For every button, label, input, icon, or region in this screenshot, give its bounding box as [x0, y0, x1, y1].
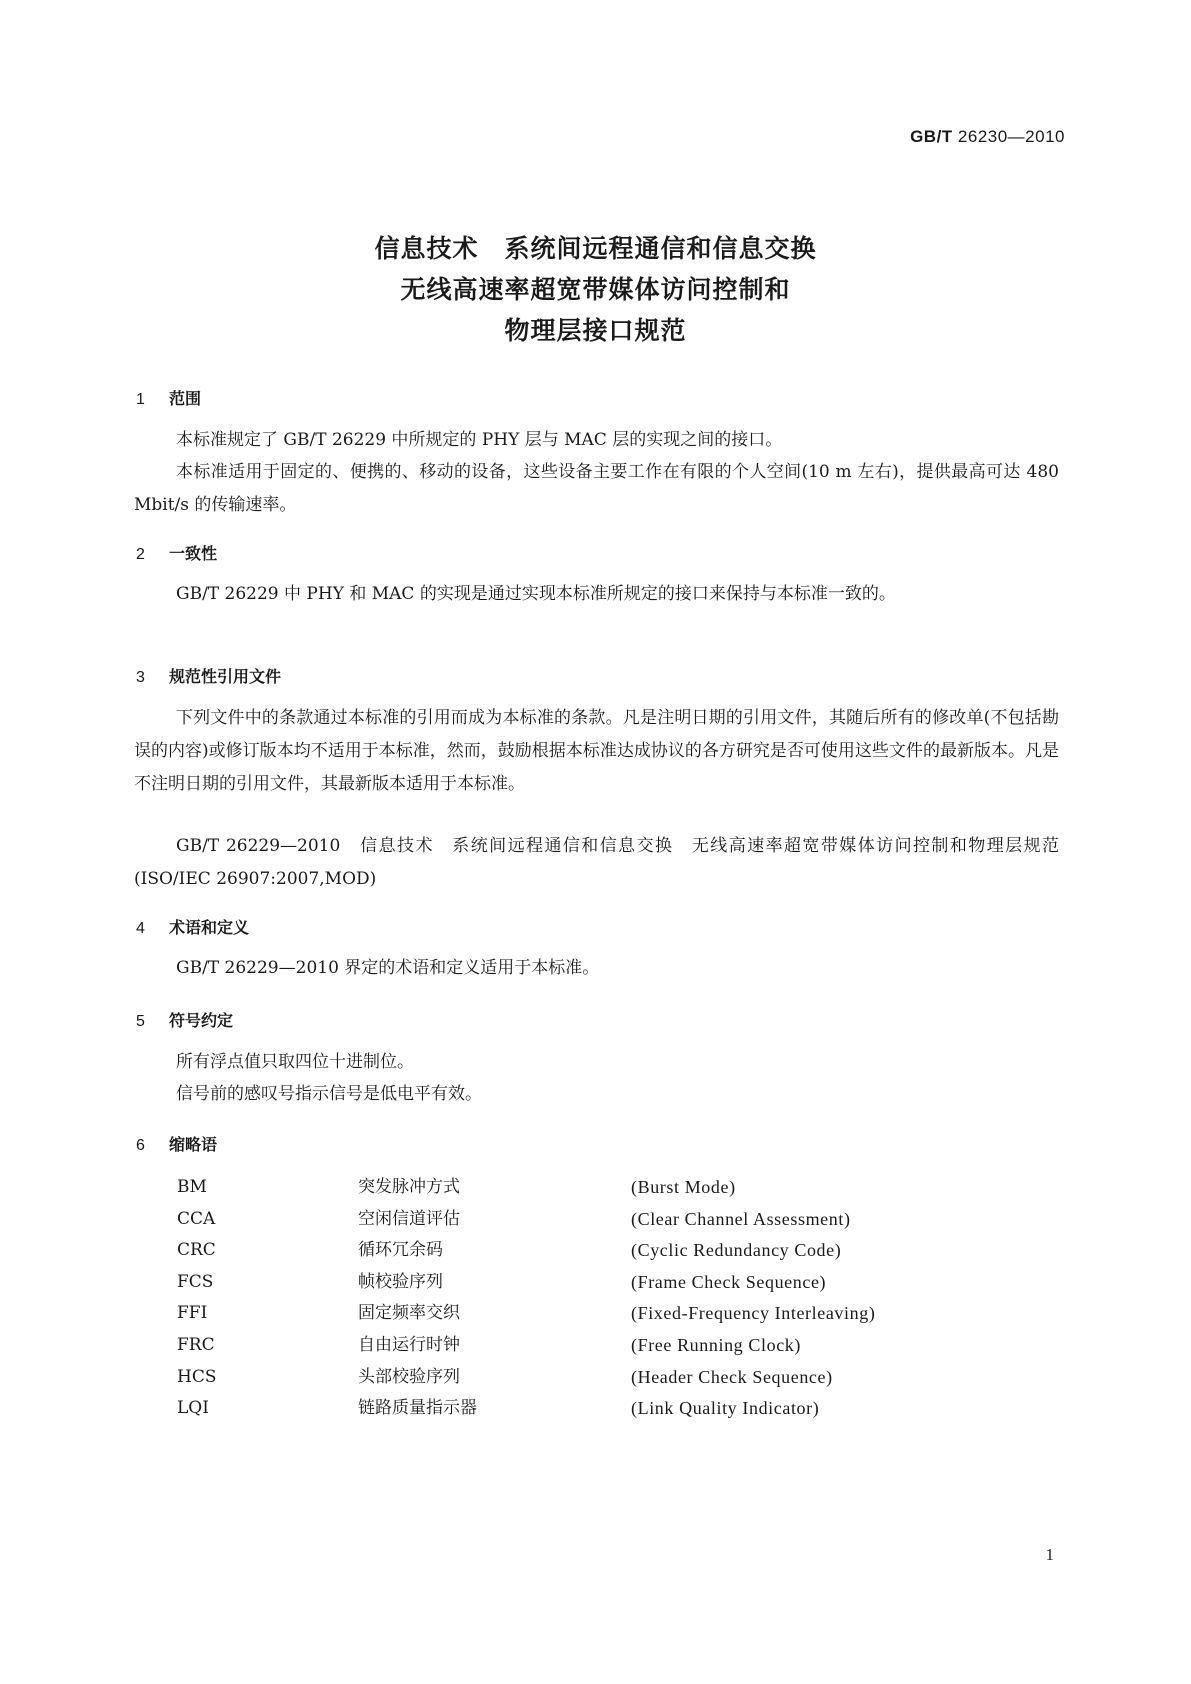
section-number: 3 [136, 669, 145, 686]
abbreviation-row [177, 1298, 1057, 1328]
abbreviation-row [177, 1362, 1057, 1392]
abbreviation-english: (Cyclic Redundancy Code) [631, 1240, 842, 1260]
section-number: 4 [136, 920, 145, 937]
section-heading-scope [136, 386, 201, 409]
abbreviation: FRC [177, 1335, 215, 1355]
page-number: 1 [1045, 1545, 1054, 1564]
standard-code [910, 127, 1065, 147]
abbreviation: LQI [177, 1398, 209, 1418]
abbreviation-row [177, 1393, 1057, 1423]
abbreviation-chinese: 循环冗余码 [358, 1240, 443, 1260]
abbreviation: HCS [177, 1367, 217, 1387]
abbreviation-english: (Free Running Clock) [631, 1335, 801, 1355]
section-heading-terms [136, 915, 249, 938]
section-title: 范围 [169, 389, 202, 408]
abbreviation-chinese: 突发脉冲方式 [358, 1177, 460, 1197]
paragraph: GB/T 26229 中 PHY 和 MAC 的实现是通过实现本标准所规定的接口来保持与本标准一致的。 [176, 584, 896, 604]
title-line-3: 物理层接口规范 [504, 316, 687, 345]
abbreviation-english: (Link Quality Indicator) [631, 1398, 820, 1418]
section-title: 术语和定义 [169, 918, 250, 937]
section-number: 6 [136, 1137, 145, 1154]
abbreviation-chinese: 链路质量指示器 [358, 1398, 477, 1418]
paragraph: 所有浮点值只取四位十进制位。 [176, 1052, 414, 1072]
section-title: 一致性 [169, 544, 218, 563]
title-line-1: 信息技术 系统间远程通信和信息交换 [374, 234, 817, 263]
paragraph: 下列文件中的条款通过本标准的引用而成为本标准的条款。凡是注明日期的引用文件，其随后所有的修改单(不包括勘误的内容)或修订版本均不适用于本标准，然而，鼓励根据本标准达成协议的各方研究是否可使用这些文件的最新版本。凡是不注明日期的引用文件，其最新版本适用于本标准。 [134, 708, 1059, 794]
abbreviation-english: (Header Check Sequence) [631, 1367, 833, 1387]
abbreviation-row [177, 1267, 1057, 1297]
section-heading-normative-references [136, 664, 281, 687]
abbreviation-chinese: 自由运行时钟 [358, 1335, 460, 1355]
standard-code-prefix: GB/T [910, 127, 953, 146]
abbreviation-english: (Fixed-Frequency Interleaving) [631, 1303, 876, 1323]
paragraph: 信号前的感叹号指示信号是低电平有效。 [176, 1084, 482, 1104]
abbreviation-english: (Frame Check Sequence) [631, 1272, 827, 1292]
abbreviation-row [177, 1204, 1057, 1234]
section-number: 2 [136, 546, 145, 563]
paragraph: 本标准规定了 GB/T 26229 中所规定的 PHY 层与 MAC 层的实现之间的接口。 [176, 430, 783, 450]
paragraph: GB/T 26229—2010 信息技术 系统间远程通信和信息交换 无线高速率超宽带媒体访问控制和物理层规范(ISO/IEC 26907:2007,MOD) [134, 836, 1059, 889]
abbreviation: CRC [177, 1240, 216, 1260]
abbreviation: FCS [177, 1272, 214, 1292]
section-title: 规范性引用文件 [169, 667, 282, 686]
section-heading-abbreviations [136, 1132, 217, 1155]
document-title [0, 228, 1191, 351]
paragraph: 本标准适用于固定的、便携的、移动的设备，这些设备主要工作在有限的个人空间(10 m 左右)，提供最高可达 480 Mbit/s 的传输速率。 [134, 462, 1065, 515]
abbreviation: CCA [177, 1209, 216, 1229]
abbreviation-chinese: 空闲信道评估 [358, 1209, 460, 1229]
abbreviation-english: (Clear Channel Assessment) [631, 1209, 851, 1229]
abbreviation-row [177, 1235, 1057, 1265]
abbreviation: BM [177, 1177, 207, 1197]
standard-code-number: 26230—2010 [957, 127, 1065, 146]
abbreviation: FFI [177, 1303, 208, 1323]
abbreviation-english: (Burst Mode) [631, 1177, 736, 1197]
section-title: 符号约定 [169, 1011, 234, 1030]
abbreviation-chinese: 固定频率交织 [358, 1303, 460, 1323]
paragraph: GB/T 26229—2010 界定的术语和定义适用于本标准。 [176, 958, 600, 978]
abbreviation-row [177, 1172, 1057, 1202]
section-number: 1 [136, 391, 145, 408]
abbreviation-row [177, 1330, 1057, 1360]
section-heading-conformance [136, 541, 217, 564]
section-number: 5 [136, 1013, 145, 1030]
abbreviation-chinese: 帧校验序列 [358, 1272, 443, 1292]
section-heading-conventions [136, 1008, 233, 1031]
title-line-2: 无线高速率超宽带媒体访问控制和 [400, 275, 791, 304]
section-title: 缩略语 [169, 1135, 218, 1154]
abbreviation-chinese: 头部校验序列 [358, 1367, 460, 1387]
